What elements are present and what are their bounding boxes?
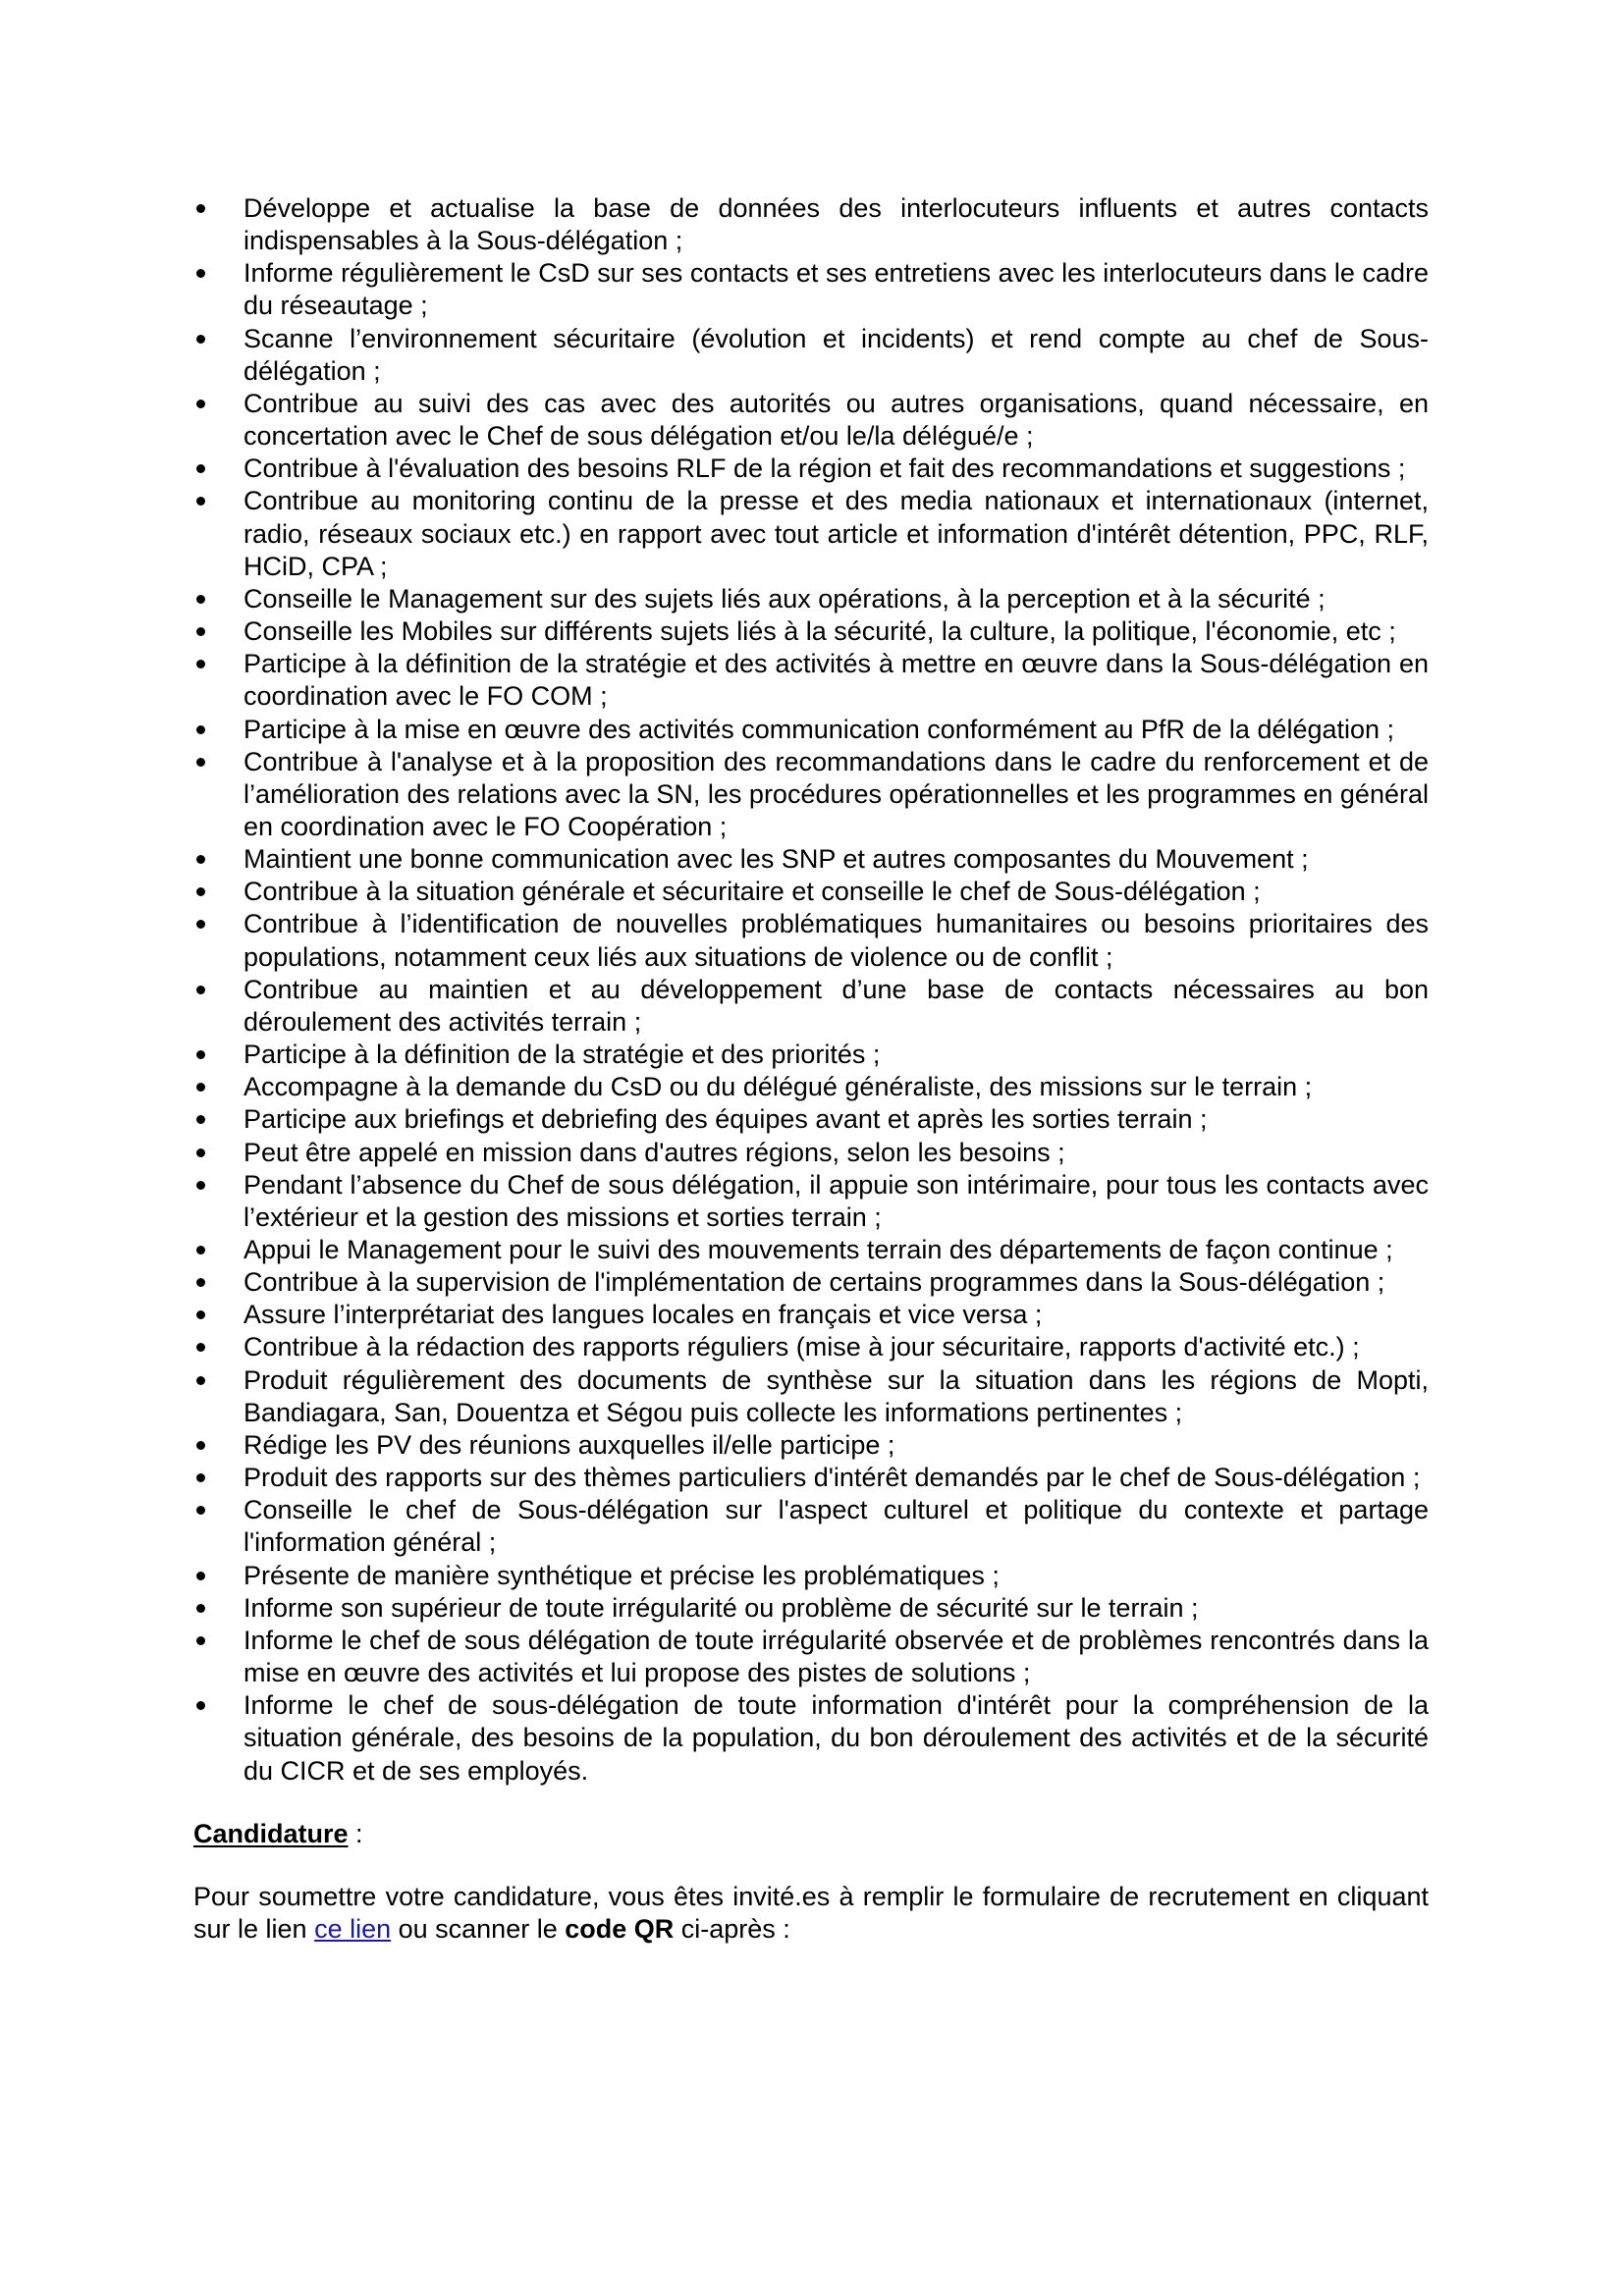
list-item bbox=[193, 323, 1429, 388]
list-item-text: Informe régulièrement le CsD sur ses contacts et ses entretiens avec les interlocuteurs dans le cadre du réseautage ; bbox=[244, 258, 1429, 321]
list-item bbox=[193, 974, 1429, 1039]
application-form-link[interactable]: ce lien bbox=[314, 1914, 392, 1944]
responsibilities-list bbox=[193, 192, 1429, 1788]
list-item-text: Informe le chef de sous délégation de toute irrégularité observée et de problèmes rencontrés dans la mise en œuvre des activités et lui propose des pistes de solutions ; bbox=[244, 1625, 1429, 1688]
bullet-icon bbox=[196, 986, 205, 994]
bullet-icon bbox=[196, 335, 205, 344]
list-item bbox=[193, 1592, 1429, 1625]
candidature-heading-suffix: : bbox=[348, 1819, 363, 1848]
bullet-icon bbox=[196, 400, 205, 408]
list-item bbox=[193, 1689, 1429, 1787]
list-item bbox=[193, 1625, 1429, 1689]
instructions-text-start: Pour soumettre votre candidature, vous êtes invité.es à remplir le formulaire de recrutement en cliquant sur le lien bbox=[193, 1882, 1429, 1944]
bullet-icon bbox=[196, 1148, 205, 1157]
bullet-icon bbox=[196, 725, 205, 734]
list-item bbox=[193, 1560, 1429, 1592]
candidature-heading-text: Candidature bbox=[193, 1819, 349, 1848]
list-item bbox=[193, 1331, 1429, 1363]
list-item-text: Contribue à la supervision de l'implémentation de certains programmes dans la Sous-délégation ; bbox=[244, 1267, 1385, 1298]
list-item bbox=[193, 1137, 1429, 1169]
bullet-icon bbox=[196, 627, 205, 636]
bullet-icon bbox=[196, 1050, 205, 1059]
candidature-heading bbox=[193, 1818, 363, 1850]
instructions-text-end: ci-après : bbox=[674, 1914, 790, 1944]
list-item bbox=[193, 1429, 1429, 1462]
list-item-text: Pendant l’absence du Chef de sous délégation, il appuie son intérimaire, pour tous les contacts avec l’extérieur et la gestion des missions et sorties terrain ; bbox=[244, 1169, 1429, 1232]
list-item bbox=[193, 1494, 1429, 1559]
list-item-text: Contribue à l’identification de nouvelles problématiques humanitaires ou besoins prioritaires des populations, notamment ceux liés aux situations de violence ou de conflit ; bbox=[244, 909, 1429, 972]
list-item-text: Produit régulièrement des documents de synthèse sur la situation dans les régions de Mopti, Bandiagara, San, Douentza et Ségou puis collecte les informations pertinentes ; bbox=[244, 1364, 1429, 1427]
list-item-text: Contribue au monitoring continu de la presse et des media nationaux et internationaux (internet, radio, réseaux sociaux etc.) en rapport avec tout article et information d'intérêt détention, PPC, RLF, HCiD, CPA ; bbox=[244, 486, 1429, 581]
list-item-text: Participe aux briefings et debriefing des équipes avant et après les sorties terrain ; bbox=[244, 1104, 1208, 1135]
list-item bbox=[193, 257, 1429, 322]
list-item bbox=[193, 908, 1429, 973]
bullet-icon bbox=[196, 1343, 205, 1352]
list-item-text: Assure l’interprétariat des langues locales en français et vice versa ; bbox=[244, 1300, 1043, 1330]
list-item-text: Participe à la définition de la stratégie et des activités à mettre en œuvre dans la Sous-délégation en coordination avec le FO COM ; bbox=[244, 649, 1429, 712]
bullet-icon bbox=[196, 1376, 205, 1385]
list-item-text: Contribue au maintien et au développement d’une base de contacts nécessaires au bon déroulement des activités terrain ; bbox=[244, 974, 1429, 1037]
list-item bbox=[193, 453, 1429, 485]
list-item-text: Peut être appelé en mission dans d'autres régions, selon les besoins ; bbox=[244, 1137, 1065, 1167]
list-item-text: Participe à la définition de la stratégie et des priorités ; bbox=[244, 1040, 881, 1070]
list-item-text: Informe son supérieur de toute irrégularité ou problème de sécurité sur le terrain ; bbox=[244, 1592, 1199, 1623]
bullet-icon bbox=[196, 1310, 205, 1319]
list-item-text: Présente de manière synthétique et précise les problématiques ; bbox=[244, 1560, 1000, 1590]
list-item bbox=[193, 1462, 1429, 1494]
list-item bbox=[193, 615, 1429, 648]
qr-code-label: code QR bbox=[565, 1914, 675, 1944]
list-item-text: Contribue à l'analyse et à la proposition des recommandations dans le cadre du renforcement et de l’amélioration des relations avec la SN, les procédures opérationnelles et les programmes en général en coordination avec le FO Coopération ; bbox=[244, 746, 1429, 841]
bullet-icon bbox=[196, 1506, 205, 1515]
list-item bbox=[193, 388, 1429, 453]
bullet-icon bbox=[196, 920, 205, 929]
list-item bbox=[193, 746, 1429, 843]
list-item-text: Maintient une bonne communication avec les SNP et autres composantes du Mouvement ; bbox=[244, 844, 1309, 875]
list-item bbox=[193, 1364, 1429, 1429]
list-item bbox=[193, 876, 1429, 908]
instructions-text-middle: ou scanner le bbox=[391, 1914, 566, 1944]
list-item bbox=[193, 1299, 1429, 1331]
list-item-text: Rédige les PV des réunions auxquelles il/elle participe ; bbox=[244, 1429, 895, 1460]
bullet-icon bbox=[196, 1604, 205, 1613]
list-item-text: Produit des rapports sur des thèmes particuliers d'intérêt demandés par le chef de Sous-délégation ; bbox=[244, 1463, 1421, 1493]
bullet-icon bbox=[196, 1636, 205, 1645]
bullet-icon bbox=[196, 758, 205, 767]
list-item bbox=[193, 1234, 1429, 1266]
bullet-icon bbox=[196, 887, 205, 896]
bullet-icon bbox=[196, 464, 205, 473]
bullet-icon bbox=[196, 855, 205, 864]
list-item bbox=[193, 583, 1429, 615]
list-item-text: Conseille les Mobiles sur différents sujets liés à la sécurité, la culture, la politique, l'économie, etc ; bbox=[244, 616, 1396, 647]
application-instructions bbox=[193, 1881, 1429, 1946]
bullet-icon bbox=[196, 1278, 205, 1287]
list-item-text: Développe et actualise la base de données des interlocuteurs influents et autres contacts indispensables à la Sous-délégation ; bbox=[244, 193, 1429, 256]
list-item-text: Participe à la mise en œuvre des activités communication conformément au PfR de la délégation ; bbox=[244, 714, 1395, 744]
bullet-icon bbox=[196, 497, 205, 506]
list-item-text: Conseille le chef de Sous-délégation sur l'aspect culturel et politique du contexte et partage l'information général ; bbox=[244, 1495, 1429, 1558]
list-item-text: Contribue à la rédaction des rapports réguliers (mise à jour sécuritaire, rapports d'activité etc.) ; bbox=[244, 1332, 1360, 1362]
list-item-text: Accompagne à la demande du CsD ou du délégué généraliste, des missions sur le terrain ; bbox=[244, 1072, 1313, 1102]
list-item bbox=[193, 1039, 1429, 1071]
list-item bbox=[193, 843, 1429, 876]
list-item bbox=[193, 714, 1429, 746]
bullet-icon bbox=[196, 1473, 205, 1482]
list-item-text: Contribue à la situation générale et sécuritaire et conseille le chef de Sous-délégation ; bbox=[244, 877, 1261, 907]
bullet-icon bbox=[196, 595, 205, 604]
list-item-text: Informe le chef de sous-délégation de toute information d'intérêt pour la compréhension de la situation générale, des besoins de la population, du bon déroulement des activités et de la sécurité du CICR et de ses employés. bbox=[244, 1690, 1429, 1786]
bullet-icon bbox=[196, 1246, 205, 1255]
list-item bbox=[193, 1103, 1429, 1136]
list-item bbox=[193, 1266, 1429, 1299]
list-item bbox=[193, 485, 1429, 582]
bullet-icon bbox=[196, 1701, 205, 1710]
list-item bbox=[193, 1169, 1429, 1234]
list-item-text: Appui le Management pour le suivi des mouvements terrain des départements de façon continue ; bbox=[244, 1235, 1393, 1264]
list-item-text: Conseille le Management sur des sujets liés aux opérations, à la perception et à la sécurité ; bbox=[244, 583, 1326, 614]
bullet-icon bbox=[196, 1083, 205, 1092]
list-item-text: Contribue à l'évaluation des besoins RLF de la région et fait des recommandations et suggestions ; bbox=[244, 454, 1406, 484]
bullet-icon bbox=[196, 1181, 205, 1190]
list-item bbox=[193, 192, 1429, 257]
bullet-icon bbox=[196, 660, 205, 668]
bullet-icon bbox=[196, 269, 205, 278]
bullet-icon bbox=[196, 1441, 205, 1450]
list-item-text: Scanne l’environnement sécuritaire (évolution et incidents) et rend compte au chef de Sous-délégation ; bbox=[244, 323, 1429, 386]
list-item bbox=[193, 1071, 1429, 1103]
bullet-icon bbox=[196, 1572, 205, 1580]
bullet-icon bbox=[196, 1115, 205, 1124]
list-item-text: Contribue au suivi des cas avec des autorités ou autres organisations, quand nécessaire, en concertation avec le Chef de sous délégation et/ou le/la délégué/e ; bbox=[244, 388, 1429, 452]
list-item bbox=[193, 648, 1429, 713]
bullet-icon bbox=[196, 204, 205, 213]
